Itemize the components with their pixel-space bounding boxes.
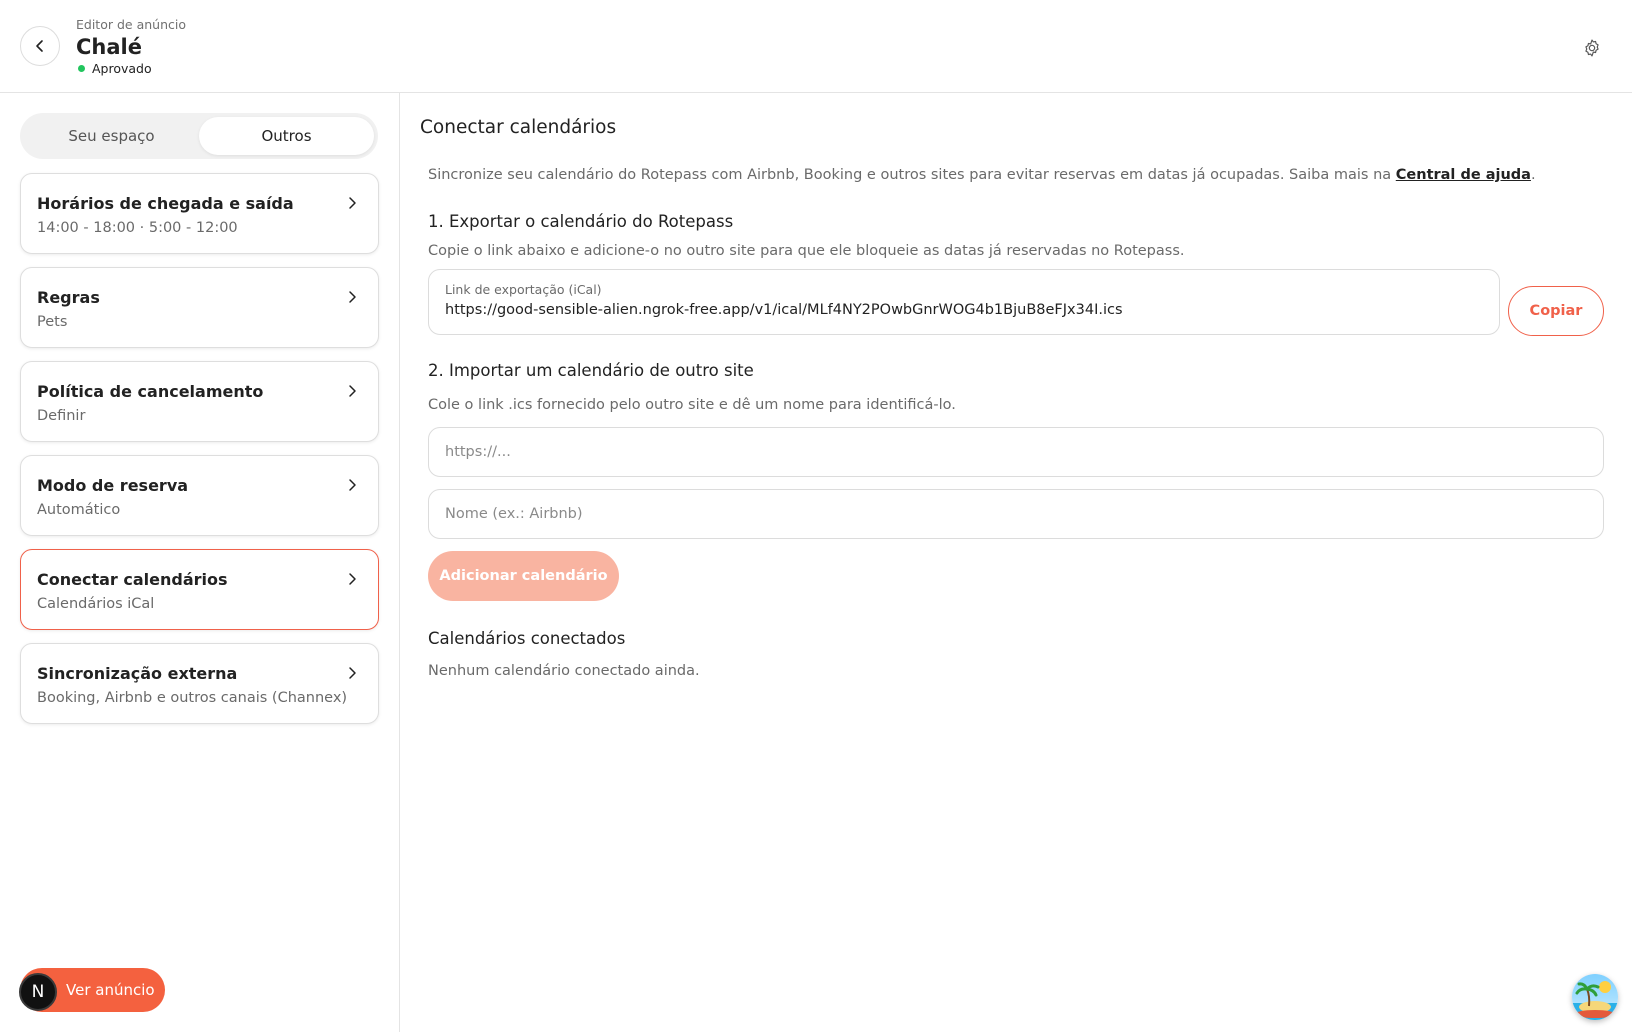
import-section-title: 2. Importar um calendário de outro site: [428, 361, 754, 380]
chevron-left-icon: [34, 39, 46, 53]
export-section-description: Copie o link abaixo e adicione-o no outro site para que ele bloqueie as datas já reservadas no Rotepass.: [428, 243, 1185, 259]
sidebar: [0, 93, 400, 1032]
export-link-field[interactable]: [428, 269, 1500, 335]
nextjs-devtools-badge[interactable]: [19, 973, 57, 1011]
export-link-label: Link de exportação (iCal): [445, 282, 602, 297]
calendar-name-input[interactable]: [428, 489, 1604, 539]
card-subtitle: Calendários iCal: [37, 596, 155, 612]
page-title: Conectar calendários: [420, 117, 617, 138]
export-section-title: 1. Exportar o calendário do Rotepass: [428, 212, 734, 231]
view-listing-label: Ver anúncio: [66, 981, 155, 999]
gear-icon: [1582, 38, 1602, 58]
listing-title: Chalé: [76, 35, 142, 59]
card-title: Regras: [37, 288, 100, 307]
tab-seu-espaco[interactable]: Seu espaço: [68, 127, 155, 145]
card-title: Conectar calendários: [37, 570, 228, 589]
connected-empty-message: Nenhum calendário conectado ainda.: [428, 663, 700, 679]
connected-section-title: Calendários conectados: [428, 629, 626, 648]
chevron-right-icon: [346, 290, 358, 304]
card-booking-mode[interactable]: [20, 455, 379, 536]
description-suffix: .: [1530, 167, 1536, 183]
card-connect-calendars[interactable]: [20, 549, 379, 630]
card-checkin-checkout[interactable]: [20, 173, 379, 254]
main-content: [401, 93, 1632, 1032]
status-dot-icon: [78, 65, 85, 72]
floating-assistant-widget[interactable]: [1572, 974, 1618, 1020]
import-section-description: Cole o link .ics fornecido pelo outro site e dê um nome para identificá-lo.: [428, 397, 956, 413]
card-external-sync[interactable]: [20, 643, 379, 724]
card-rules[interactable]: [20, 267, 379, 348]
card-title: Modo de reserva: [37, 476, 189, 495]
back-button[interactable]: [20, 26, 60, 66]
card-title: Horários de chegada e saída: [37, 194, 294, 213]
card-subtitle: Automático: [37, 502, 121, 518]
chevron-right-icon: [346, 384, 358, 398]
tab-outros[interactable]: Outros: [199, 117, 374, 155]
page-description: [428, 167, 1536, 183]
card-title: Sincronização externa: [37, 664, 238, 683]
editor-subtitle: Editor de anúncio: [76, 17, 186, 32]
add-calendar-button[interactable]: Adicionar calendário: [428, 551, 619, 601]
copy-button[interactable]: Copiar: [1508, 286, 1604, 336]
beach-island-icon: [1572, 974, 1618, 1020]
segmented-control: [20, 113, 378, 159]
chevron-right-icon: [346, 666, 358, 680]
export-link-value[interactable]: https://good-sensible-alien.ngrok-free.app/v1/ical/MLf4NY2POwbGnrWOG4b1BjuB8eFJx34I.ics: [445, 302, 1123, 318]
status-label: Aprovado: [92, 61, 152, 76]
chevron-right-icon: [346, 572, 358, 586]
card-subtitle: Pets: [37, 314, 68, 330]
card-subtitle: Definir: [37, 408, 86, 424]
card-title: Política de cancelamento: [37, 382, 264, 401]
status-badge: [78, 61, 152, 76]
card-cancellation-policy[interactable]: [20, 361, 379, 442]
next-badge-letter: N: [31, 982, 45, 1002]
card-subtitle: 14:00 - 18:00 · 5:00 - 12:00: [37, 220, 238, 236]
chevron-right-icon: [346, 478, 358, 492]
chevron-right-icon: [346, 196, 358, 210]
settings-button[interactable]: [1578, 34, 1606, 62]
description-text: Sincronize seu calendário do Rotepass com Airbnb, Booking e outros sites para evitar reservas em datas já ocupadas. Saiba mais na: [428, 167, 1396, 183]
settings-card-list: [20, 173, 379, 737]
top-header: [0, 0, 1632, 93]
help-center-link[interactable]: Central de ajuda: [1395, 167, 1531, 183]
ics-url-input[interactable]: [428, 427, 1604, 477]
card-subtitle: Booking, Airbnb e outros canais (Channex): [37, 690, 348, 706]
